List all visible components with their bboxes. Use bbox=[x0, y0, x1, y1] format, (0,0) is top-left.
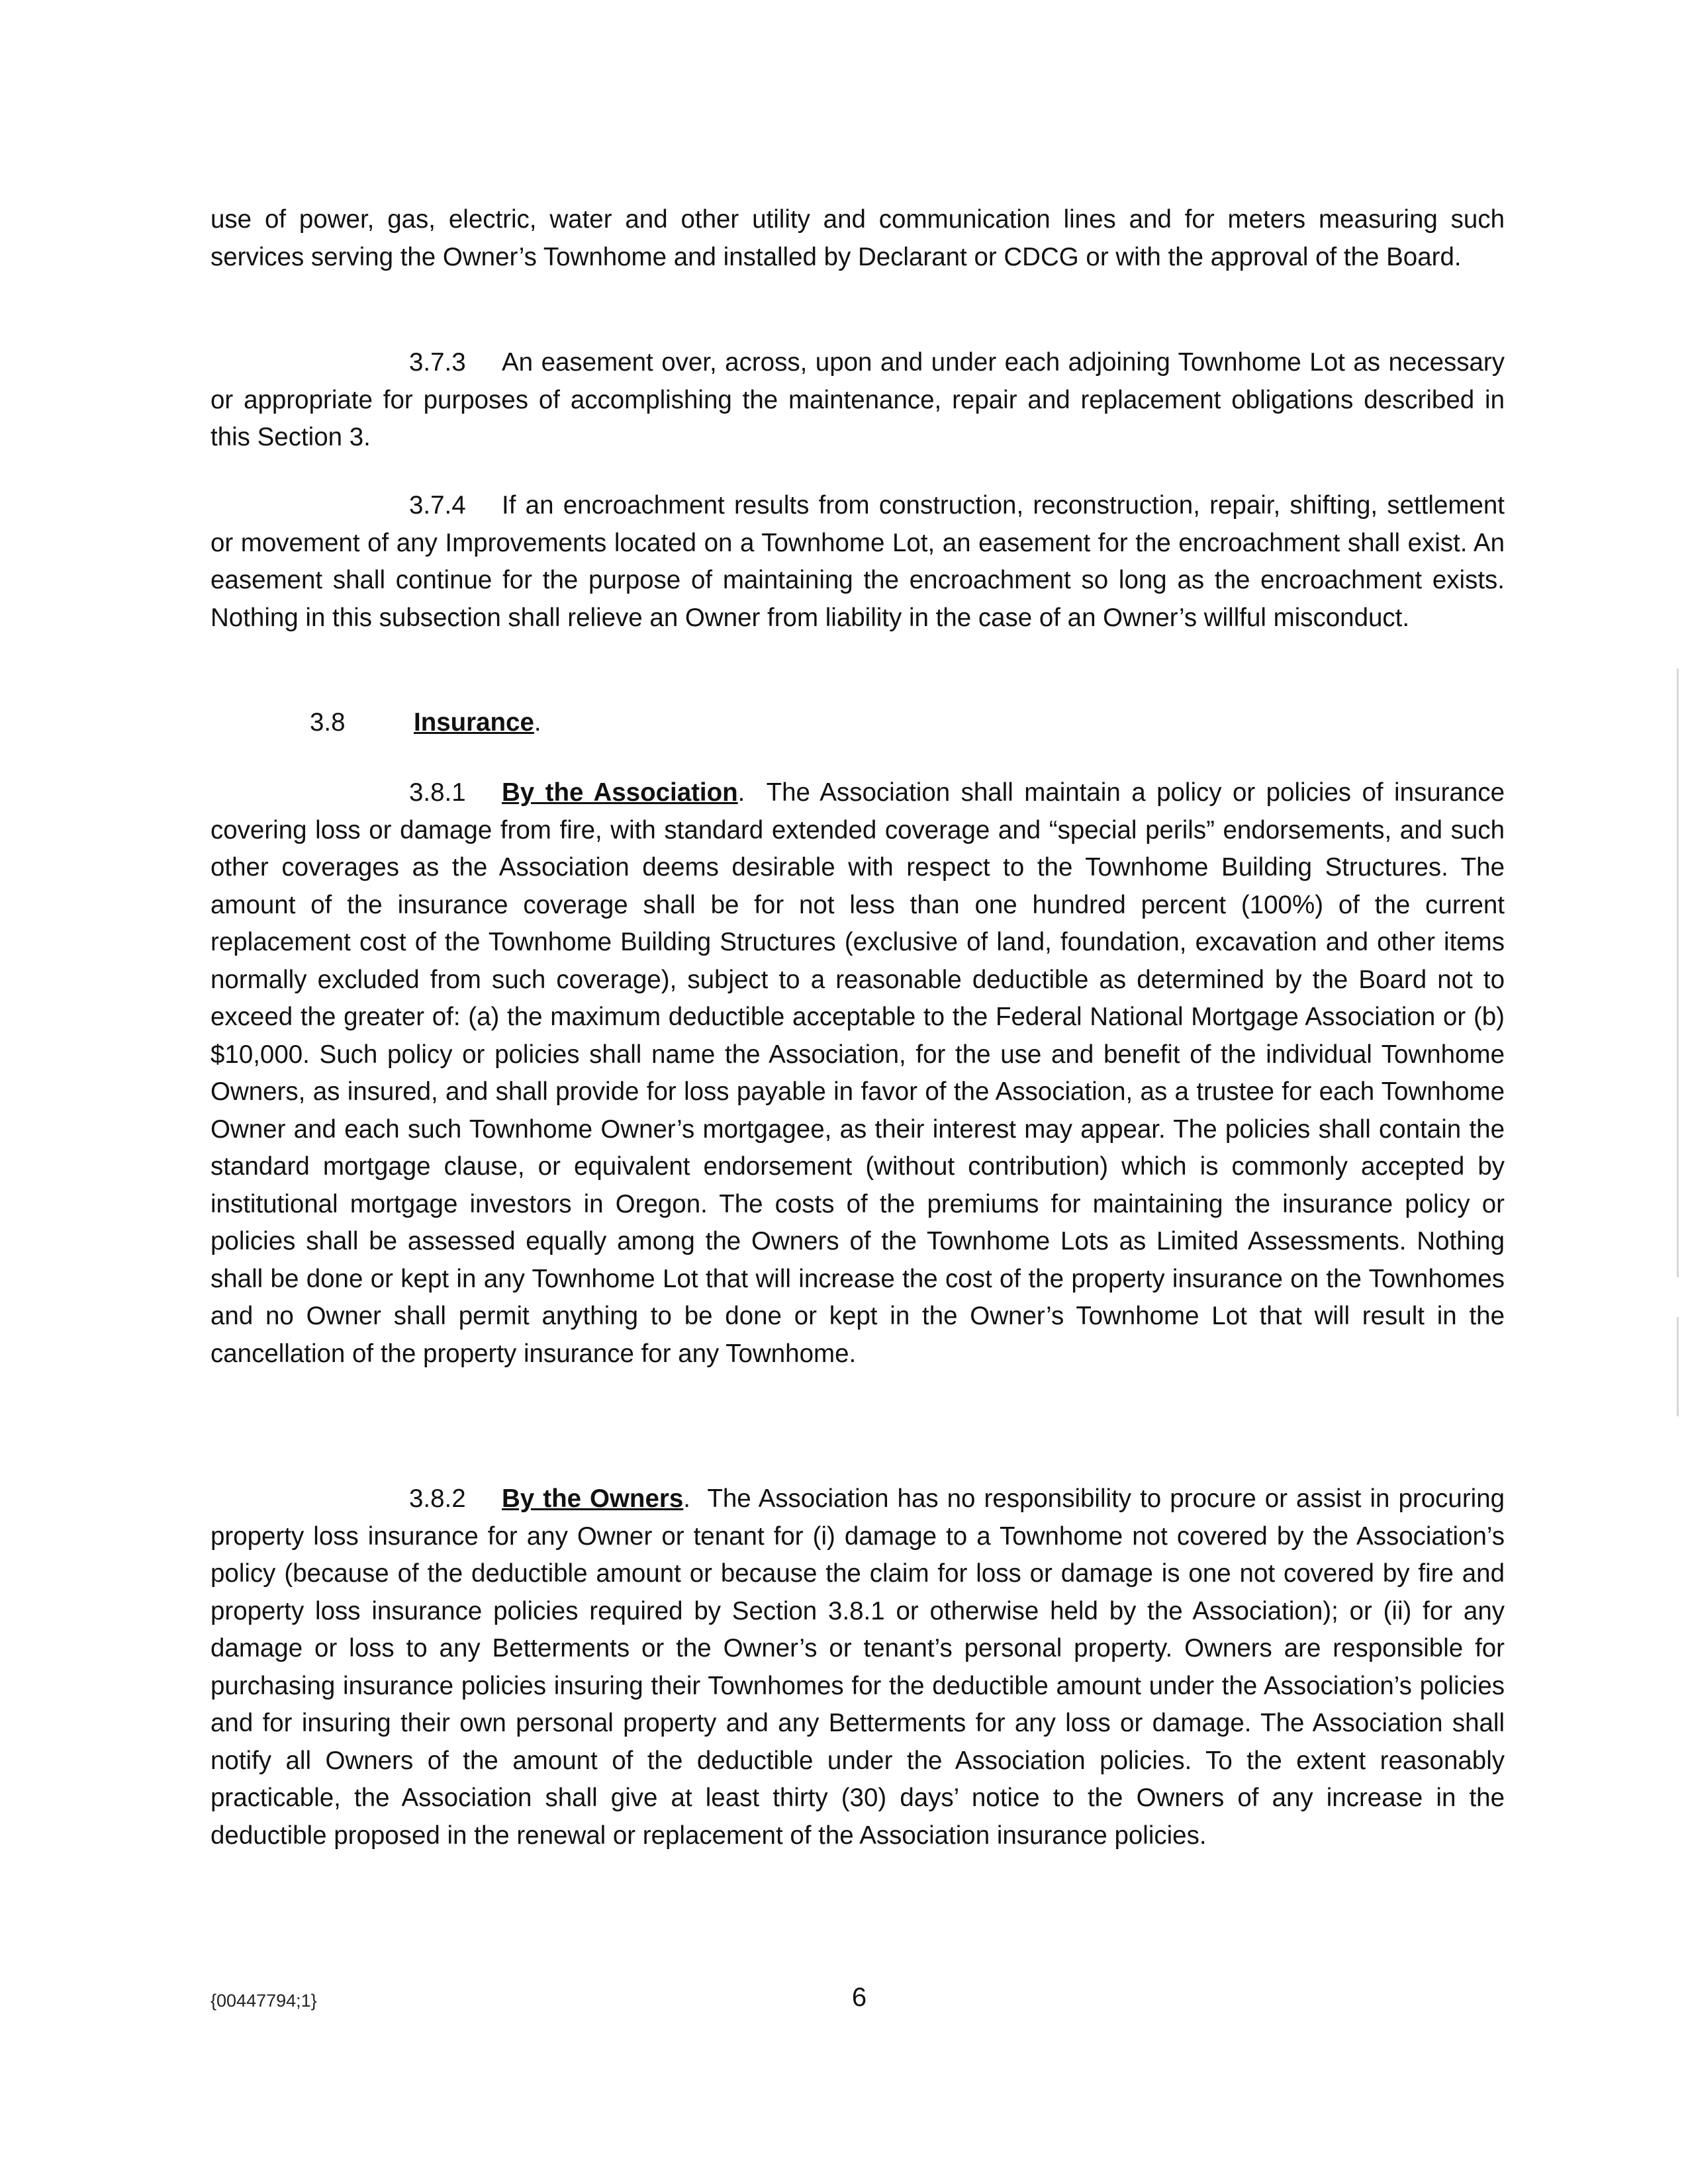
paragraph-text: use of power, gas, electric, water and other utility and communication lines and for meters measuring such services serving the Owner’s Townhome and installed by Declarant or CDCG or with the approval of the Board. bbox=[211, 205, 1505, 271]
section-text: The Association shall maintain a policy or policies of insurance covering loss or damage from fire, with standard extended coverage and “special perils” endorsements, and such other coverages as the Association deems desirable with respect to the Townhome Building Structures. The amount of the insurance coverage shall be for not less than one hundred percent (100%) of the current replacement cost of the Townhome Building Structures (exclusive of land, foundation, excavation and other items normally excluded from such coverage), subject to a reasonable deductible as determined by the Board not to exceed the greater of: (a) the maximum deductible acceptable to the Federal National Mortgage Association or (b) $10,000. Such policy or policies shall name the Association, for the use and benefit of the individual Townhome Owners, as insured, and shall provide for loss payable in favor of the Association, as a trustee for each Townhome Owner and each such Townhome Owner’s mortgagee, as their interest may appear. The policies shall contain the standard mortgage clause, or equivalent endorsement (without contribution) which is commonly accepted by institutional mortgage investors in Oregon. The costs of the premiums for maintaining the insurance policy or policies shall be assessed equally among the Owners of the Townhome Lots as Limited Assessments. Nothing shall be done or kept in any Townhome Lot that will increase the cost of the property insurance on the Townhomes and no Owner shall permit anything to be done or kept in the Owner’s Townhome Lot that will result in the cancellation of the property insurance for any Townhome. bbox=[211, 778, 1505, 1368]
section-title-punct: . bbox=[683, 1484, 690, 1513]
section-title-punct: . bbox=[737, 778, 745, 807]
section-3-7-3 bbox=[211, 344, 1505, 457]
section-number: 3.8.1 bbox=[409, 778, 466, 807]
section-number: 3.7.4 bbox=[409, 491, 466, 520]
paragraph-utility-continuation bbox=[211, 201, 1505, 276]
scan-edge-mark bbox=[1677, 668, 1679, 1277]
scan-edge-mark bbox=[1677, 1317, 1679, 1416]
section-title-punct: . bbox=[534, 708, 541, 737]
section-3-8-1 bbox=[211, 774, 1505, 1373]
section-3-8-heading bbox=[211, 704, 1505, 742]
footer-page-number: 6 bbox=[851, 1983, 867, 2012]
section-title: By the Owners bbox=[502, 1484, 684, 1513]
section-number: 3.7.3 bbox=[409, 348, 466, 377]
section-title: By the Association bbox=[502, 778, 738, 807]
section-text: The Association has no responsibility to procure or assist in procuring property loss insurance for any Owner or tenant for (i) damage to a Townhome not covered by the Association’s policy (because of the deductible amount or because the claim for loss or damage is one not covered by fire and property loss insurance policies required by Section 3.8.1 or otherwise held by the Association); or (ii) for any damage or loss to any Betterments or the Owner’s or tenant’s personal property. Owners are responsible for purchasing insurance policies insuring their Townhomes for the deductible amount under the Association’s policies and for insuring their own personal property and any Betterments for any loss or damage. The Association shall notify all Owners of the amount of the deductible under the Association policies. To the extent reasonably practicable, the Association shall give at least thirty (30) days’ notice to the Owners of any increase in the deductible proposed in the renewal or replacement of the Association insurance policies. bbox=[211, 1484, 1505, 1850]
section-number: 3.8 bbox=[310, 708, 346, 737]
section-number: 3.8.2 bbox=[409, 1484, 466, 1513]
section-text: If an encroachment results from construction, reconstruction, repair, shifting, settlement or movement of any Improvements located on a Townhome Lot, an easement for the encroachment shall exist. An easement shall continue for the purpose of maintaining the encroachment so long as the encroachment exists. Nothing in this subsection shall relieve an Owner from liability in the case of an Owner’s willful misconduct. bbox=[211, 491, 1505, 632]
section-title: Insurance bbox=[414, 708, 534, 737]
section-3-7-4 bbox=[211, 487, 1505, 637]
section-3-8-2 bbox=[211, 1480, 1505, 1854]
section-text: An easement over, across, upon and under each adjoining Townhome Lot as necessary or appropriate for purposes of accomplishing the maintenance, repair and replacement obligations described in this Section 3. bbox=[211, 348, 1505, 451]
footer-document-id: {00447794;1} bbox=[211, 1991, 317, 2011]
